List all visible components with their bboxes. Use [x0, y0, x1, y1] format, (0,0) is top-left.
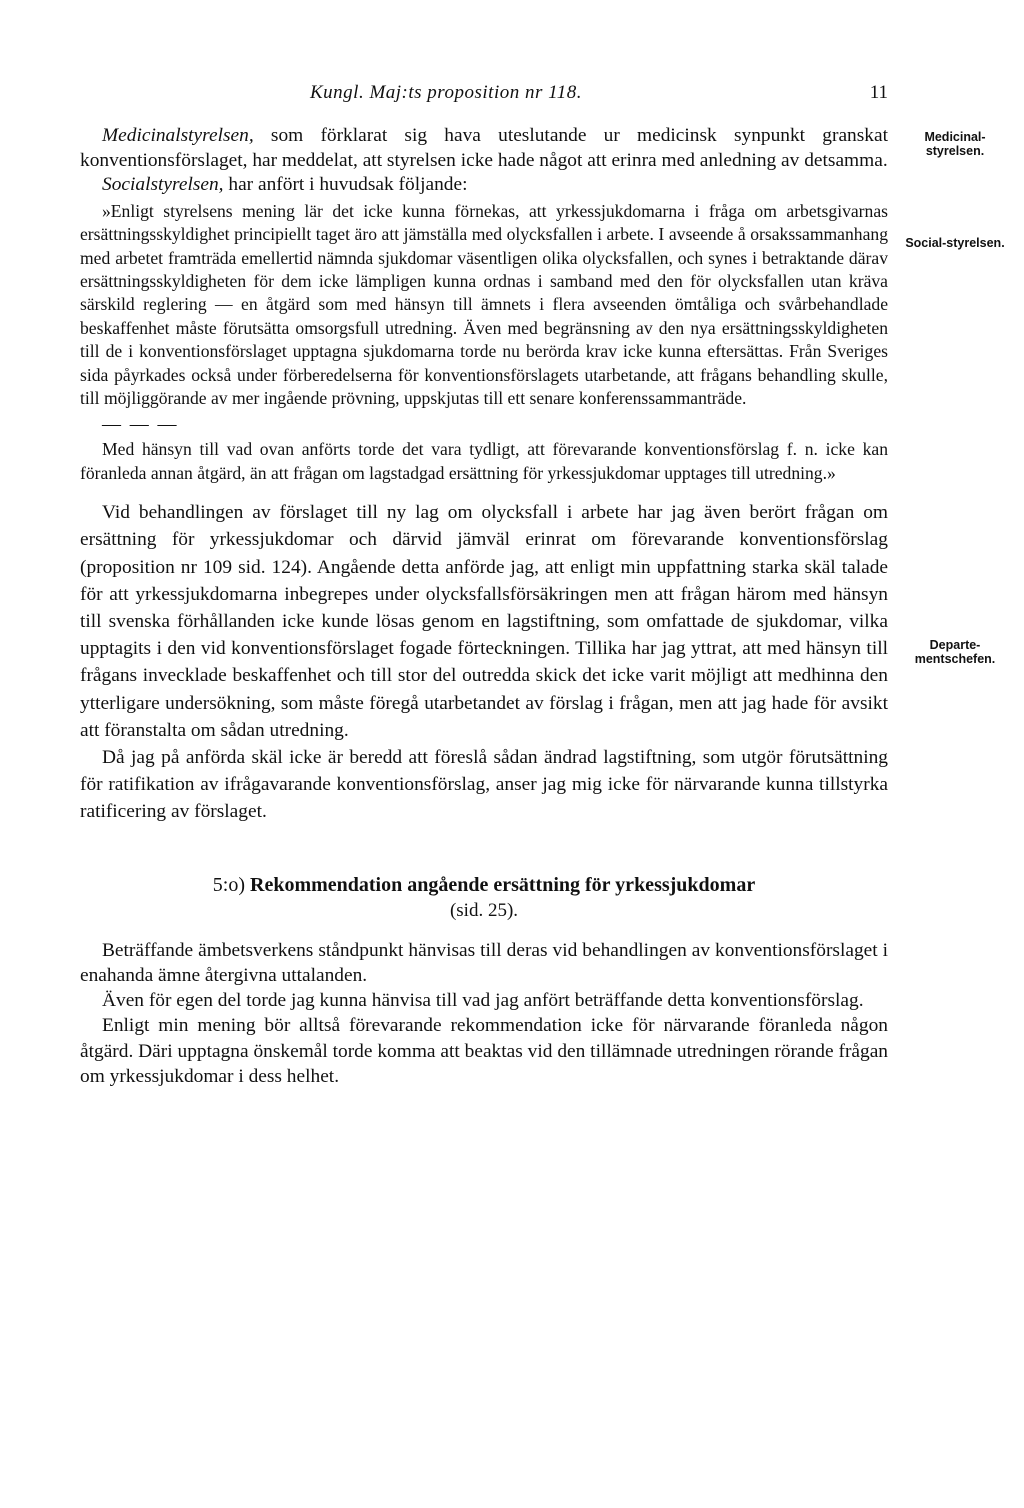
paragraph-text: har anfört i huvudsak följande: — [223, 174, 468, 196]
final-paragraph-2: Även för egen del torde jag kunna hänvisa till vad jag anfört beträffande detta konventionsförslag. — [102, 990, 864, 1012]
running-title: Kungl. Maj:ts proposition nr 118. — [310, 82, 582, 103]
main-column — [80, 124, 888, 1089]
paragraph-text: som förklarat sig hava uteslutande ur medicinsk synpunkt granskat konventionsförslaget, har meddelat, att styrelsen icke hade något att erinra med anledning av detsamma. — [80, 125, 888, 171]
paragraph-medicinal — [80, 124, 888, 173]
section-subtitle: (sid. 25). — [449, 899, 519, 921]
margin-note-departement: Departe-mentschefen. — [914, 638, 996, 666]
authority-name: Medicinalstyrelsen, — [102, 125, 254, 146]
department-paragraph-2: Då jag på anförda skäl icke är beredd att föreslå sådan ändrad lagstiftning, som utgör förutsättning för ratifikation av ifrågavarande konventionsförslag, anser jag mig icke för närvarande kunna tillstyrka ratificering av förslaget. — [80, 747, 888, 823]
final-paragraph-3: Enligt min mening bör alltså förevarande rekommendation icke för närvarande föranleda någon åtgärd. Däri upptagna önskemål torde komma att beaktas vid den tillämnade utredningen rörande frågan om yrkessjukdomar i dess helhet. — [80, 1015, 888, 1087]
page-number: 11 — [869, 82, 888, 103]
separator: — — — — [102, 414, 179, 436]
margin-note-medicinal: Medicinal-styrelsen. — [924, 130, 986, 158]
margin-note-social: Social-styrelsen. — [905, 236, 1005, 250]
section-title: Rekommendation angående ersättning för yrkessjukdomar — [250, 873, 756, 896]
quote-paragraph-1: »Enligt styrelsens mening lär det icke kunna förnekas, att yrkessjukdomarna i fråga om arbetsgivarnas ersättningsskyldighet principiellt taget äro att jämställa med olycksfallen i arbete. I avseende å orsakssammanhang med arbetet framträda emellertid nämnda sjukdomar väsentligen olika olycksfallen, och synes i betraktande därav ersättningsskyldigheten för dem icke lämpligen kunna ordnas i samband med den för olycksfallen utan kräva särskild reglering — en åtgärd som med hänsyn till ämnets i flera avseenden ömtåliga och svårbehandlade beskaffenhet måste förutsätta omsorgsfull utredning. Även med begränsning av den nya ersättningsskyldigheten till de i konventionsförslaget upptagna sjukdomarna torde nu berörda krav icke kunna eftersättas. Från Sveriges sida påyrkades också under förberedelserna för konventionsförslagets utarbetande, att frågans behandling skulle, till möjliggörande av mer ingående prövning, uppskjutas till ett senare konferenssammanträde. — [80, 200, 888, 409]
quote-paragraph-2: Med hänsyn till vad ovan anförts torde det vara tydligt, att förevarande konventionsförslag f. n. icke kan föranleda annan åtgärd, än att frågan om lagstadgad ersättning för yrkessjukdomar upptages till utredning.» — [80, 439, 888, 483]
department-paragraph-1: Vid behandlingen av förslaget till ny lag om olycksfall i arbete har jag även berört frågan om ersättning för yrkessjukdomar och därvid jämväl erinrat om förevarande konventionsförslag (proposition nr 109 sid. 124). Angående detta anförde jag, att enligt min uppfattning starka skäl talade för att yrkessjukdomarna inbegrepes under olycksfallsförsäkringen men att frågan härom med hänsyn till svenska förhållanden icke kunde lösas genom en lagstiftning, som omfattade de sjukdomar, vilka upptagits i den vid konventionsförslaget fogade förteckningen. Tillika har jag yttrat, att med hänsyn till frågans invecklade beskaffenhet och till stor del outredda skick det icke varit möjligt att medhinna den ytterligare undersökning, som måste föregå utarbetandet av förslag i frågan, men att jag hade för avsikt att föranstalta om sådan utredning. — [80, 502, 888, 741]
authority-name: Socialstyrelsen, — [102, 174, 224, 196]
section-heading — [80, 872, 888, 924]
final-paragraph-1: Beträffande ämbetsverkens ståndpunkt hänvisas till deras vid behandlingen av konventionsförslaget i enahanda ämne återgivna uttalanden. — [80, 939, 888, 986]
paragraph-social — [80, 173, 888, 198]
section-number: 5:o) — [212, 873, 245, 896]
